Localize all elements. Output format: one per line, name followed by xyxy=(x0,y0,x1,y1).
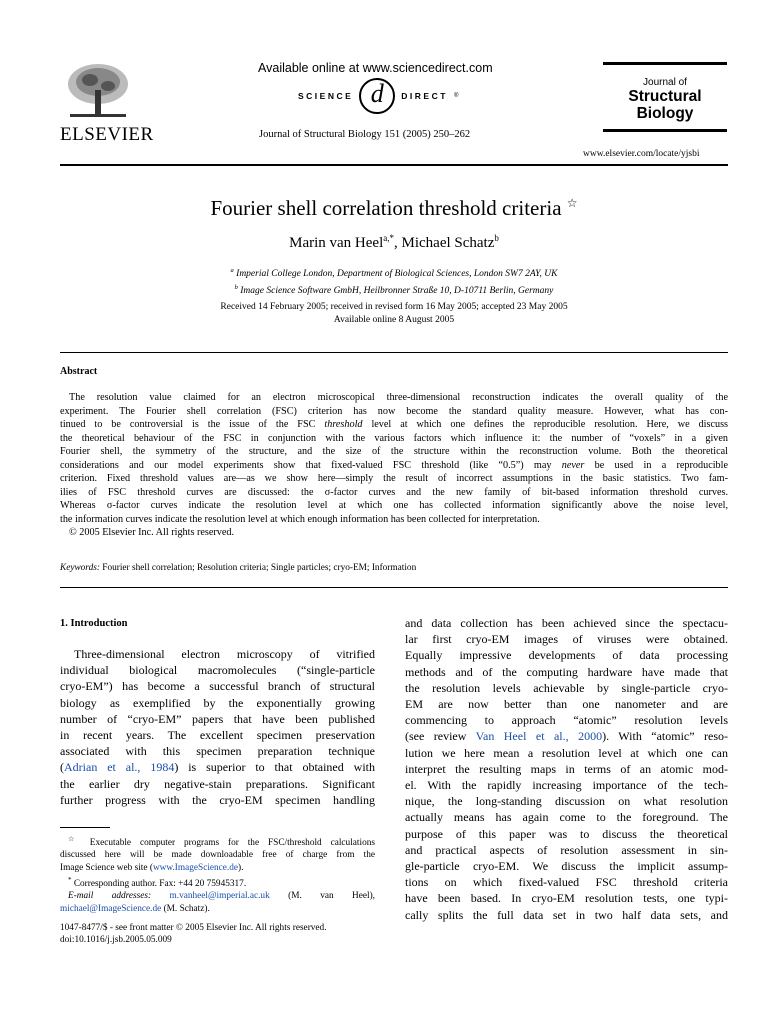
ref-pre-text: (see review xyxy=(405,729,476,744)
keywords-label: Keywords: xyxy=(60,563,100,573)
author-separator: , xyxy=(394,235,402,251)
body-line: Three-dimensional electron microscopy of vitrified xyxy=(74,647,375,661)
affiliation-a xyxy=(60,264,728,281)
title-text: Fourier shell correlation threshold criteria xyxy=(210,196,562,220)
ref-paren: ( xyxy=(60,760,64,775)
title-block xyxy=(60,190,728,221)
abstract-line: the information curves indicate the resolution level at which enough information has been collected for interpretation. xyxy=(60,513,540,525)
abstract-rule xyxy=(60,587,728,588)
body-line: and data collection has been achieved since the spectacu- xyxy=(405,616,728,630)
footnote-star-line-1 xyxy=(60,833,375,849)
journal-logo-big2: Biology xyxy=(636,105,694,122)
body-line: lar first cryo-EM images of viruses were obtained. xyxy=(405,632,728,647)
right-column-body xyxy=(405,615,728,923)
body-line: associated with this specimen preparation technique xyxy=(60,744,375,759)
body-line: commencing to approach “atomic” resolution levels xyxy=(405,713,728,728)
body-line: individual biological macromolecules (“single-particle xyxy=(60,663,375,678)
elsevier-logo xyxy=(62,60,134,122)
footnote-corr-mark: * xyxy=(68,875,72,884)
authors-line xyxy=(60,233,728,252)
affiliations xyxy=(60,264,728,298)
doi-line: doi:10.1016/j.jsb.2005.05.009 xyxy=(60,935,172,946)
footnote-rule xyxy=(60,827,110,828)
body-line: methods and of the computing hardware have made that xyxy=(405,664,728,679)
email-link-2[interactable]: michael@ImageScience.de xyxy=(60,903,162,914)
author-2: Michael Schatz xyxy=(401,235,495,251)
body-line: gle-particle cryo-EM. We discuss the implicit assump- xyxy=(405,859,728,874)
body-line: the earlier dry negative-stain preparations. Significant xyxy=(60,776,375,791)
sd-right-text: DIRECT xyxy=(401,91,448,101)
available-date: Available online 8 August 2005 xyxy=(333,315,455,325)
footnote-corr-text: Corresponding author. Fax: +44 20 75945317. xyxy=(73,879,247,890)
affiliation-a-text: Imperial College London, Department of Biological Sciences, London SW7 2AY, UK xyxy=(236,269,558,280)
email-1-owner: (M. van Heel), xyxy=(288,891,375,902)
footnote-star-line-2: discussed here will be made downloadable free of charge from the xyxy=(60,850,375,861)
author-1: Marin van Heel xyxy=(289,235,384,251)
body-line: lution we here mean a resolution level at which one can xyxy=(405,745,728,760)
sciencedirect-at-icon: d xyxy=(359,78,395,114)
page-title xyxy=(60,190,728,221)
body-line: the resolution levels achievable by single-particle cryo- xyxy=(405,680,728,695)
footnote-star-line-3 xyxy=(60,862,375,874)
body-line: actually means has again come to the foreground. The xyxy=(405,810,728,825)
front-matter xyxy=(60,922,327,947)
footnote-email-line-2 xyxy=(60,903,375,915)
body-line: number of “cryo-EM” papers that have been published xyxy=(60,711,375,726)
author-2-affil[interactable]: b xyxy=(494,233,499,243)
journal-url[interactable]: www.elsevier.com/locate/yjsbi xyxy=(583,149,700,159)
author-1-affil[interactable]: a,* xyxy=(383,233,394,243)
footnote-website-link[interactable]: www.ImageScience.de xyxy=(152,862,239,873)
header-rule xyxy=(60,164,728,166)
footnote-corresponding xyxy=(60,874,375,890)
affiliation-b-text: Image Science Software GmbH, Heilbronner Straße 10, D-10711 Berlin, Germany xyxy=(240,286,554,297)
footnotes xyxy=(60,833,375,915)
footnote-star-text-1: Executable computer programs for the FSC/threshold calculations xyxy=(89,838,375,849)
sd-reg-mark: ® xyxy=(453,93,459,99)
abstract-line: tinued to be controversial is the issue of the FSC threshold level at which one defines the reproducible resolution. Here, we discuss xyxy=(60,419,728,430)
body-line xyxy=(60,759,375,775)
left-column-body xyxy=(60,646,375,808)
body-line: purpose of this paper was to discuss the theoretical xyxy=(405,826,728,841)
dates xyxy=(60,301,728,327)
journal-logo-big1: Structural xyxy=(628,88,702,105)
title-rule xyxy=(60,352,728,353)
footnote-star-mark: ☆ xyxy=(68,835,81,843)
body-line: Equally impressive developments of data processing xyxy=(405,648,728,663)
abstract-line: Whereas σ-factor curves indicate the resolution level at which one has collected information significantly above the noise level, xyxy=(60,500,728,511)
affiliation-b-mark: b xyxy=(234,284,238,292)
body-line: cally splits the full data set in two half data sets, and xyxy=(405,907,728,922)
body-line: interpret the resulting maps in terms of an atomic mod- xyxy=(405,761,728,776)
email-2-owner: (M. Schatz). xyxy=(163,903,210,914)
body-line: EM are now better than one nanometer and are xyxy=(405,697,728,712)
available-online-text: Available online at www.sciencedirect.com xyxy=(258,61,493,75)
citation-link-adrian[interactable]: Adrian et al., 1984 xyxy=(64,760,175,775)
body-line: el. With the rapidly increasing importance of the tech- xyxy=(405,778,728,793)
sciencedirect-logo xyxy=(298,78,458,114)
ref-post-text: ) is superior to that obtained with xyxy=(174,760,375,775)
citation-link-vanheel[interactable]: Van Heel et al., 2000 xyxy=(475,729,603,744)
journal-logo-small: Journal of xyxy=(643,77,687,88)
body-line: and practical aspects of resolution assessment in sin- xyxy=(405,842,728,857)
journal-reference: Journal of Structural Biology 151 (2005) 250–262 xyxy=(259,129,471,140)
issn-line: 1047-8477/$ - see front matter © 2005 Elsevier Inc. All rights reserved. xyxy=(60,923,327,933)
footnote-email-line xyxy=(60,890,375,902)
body-line xyxy=(405,728,728,744)
sd-left-text: SCIENCE xyxy=(298,91,354,101)
ref-post-text: ). With “atomic” reso- xyxy=(602,729,728,744)
keywords-text: Fourier shell correlation; Resolution criteria; Single particles; cryo-EM; Information xyxy=(102,563,417,573)
journal-logo-box xyxy=(603,62,727,132)
abstract-line: ilies of FSC threshold curves are discussed: the σ-factor curves and the new family of bit-based information threshold curves. xyxy=(60,486,728,498)
footnote-star-end: ). xyxy=(238,862,244,873)
abstract-line: considerations and our model experiments show that fixed-valued FSC threshold (like “0.5”) may never be used in a reproducible xyxy=(60,459,728,471)
abstract-body xyxy=(60,391,728,540)
abstract-line: © 2005 Elsevier Inc. All rights reserved. xyxy=(69,527,235,538)
body-line: tions on which fixed-valued FSC threshold criteria xyxy=(405,875,728,890)
publisher-name: ELSEVIER xyxy=(60,124,154,145)
section-heading: 1. Introduction xyxy=(60,618,128,629)
abstract-line: the theoretical behaviour of the FSC in conjunction with the various factors which influence it: the number of “voxels” in a given xyxy=(60,432,728,444)
body-line: further progress with the cryo-EM specimen handling xyxy=(60,792,375,807)
abstract-line: criterion. Fixed threshold values are—as we show here—simply the result of incorrect assumptions in the basic statistics. Two fam- xyxy=(60,473,728,484)
body-line: have been based. In cryo-EM resolution tests, one typi- xyxy=(405,891,728,906)
affiliation-a-mark: a xyxy=(230,267,234,274)
email-label: E-mail addresses: xyxy=(68,891,152,902)
body-line: nique, the long-standing discussion on what resolution xyxy=(405,794,728,809)
title-footnote-mark[interactable]: ☆ xyxy=(566,196,578,210)
elsevier-tree-icon xyxy=(62,60,134,122)
abstract-line: The resolution value claimed for an electron microscopical three-dimensional reconstruction indicates the overall quality of the xyxy=(69,392,728,403)
keywords-line xyxy=(60,563,416,573)
footnote-star-text-3: Image Science web site ( xyxy=(60,862,153,873)
abstract-line: Fourier shell, the symmetry of the structure, and the size of the structure within the reconstruction volume. Both the theoretical xyxy=(60,446,728,457)
affiliation-b xyxy=(60,281,728,298)
received-dates: Received 14 February 2005; received in revised form 16 May 2005; accepted 23 May 2005 xyxy=(220,302,568,312)
body-line: cryo-EM”) has become a successful branch of structural xyxy=(60,679,375,694)
body-line: in recent years. The excellent specimen preservation xyxy=(60,728,375,743)
abstract-heading: Abstract xyxy=(60,366,98,377)
body-line: biology as exemplified by the exponentially growing xyxy=(60,695,375,710)
emphasis-word: never xyxy=(561,459,585,471)
emphasis-word: threshold xyxy=(324,419,363,430)
abstract-line: experiment. The Fourier shell correlation (FSC) criterion has now become the standard quality measure. However, what has con- xyxy=(60,405,728,417)
email-link-1[interactable]: m.vanheel@imperial.ac.uk xyxy=(169,891,270,902)
